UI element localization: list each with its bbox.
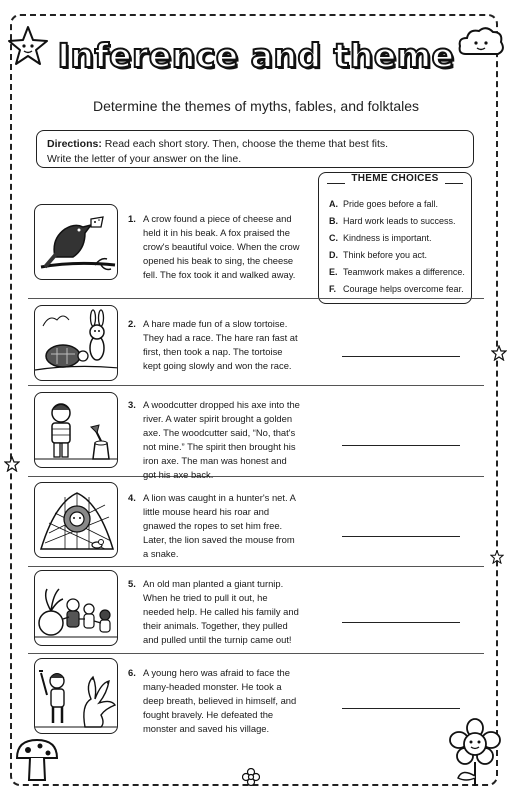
choice-text: Pride goes before a fall. (343, 199, 439, 209)
crow-cheese-picture (34, 204, 118, 280)
story-6 (128, 666, 300, 736)
row-divider (28, 385, 484, 386)
theme-choice (329, 250, 427, 260)
choice-text: Think before you act. (343, 250, 428, 260)
choice-letter: C. (329, 233, 338, 243)
story-text: A lion was caught in a hunter's net. A little mouse heard his roar and gnawed the ropes to set him free. Later, the lion saved the mouse from a snake. (143, 492, 296, 559)
tortoise-hare-picture (34, 305, 118, 381)
directions-line-1: Read each short story. Then, choose the theme that best fits. (104, 138, 389, 150)
story-number: 3. (128, 399, 136, 410)
giant-turnip-picture (34, 570, 118, 646)
star-icon (490, 550, 504, 564)
choice-text: Courage helps overcome fear. (343, 284, 464, 294)
choice-letter: A. (329, 199, 338, 209)
theme-choice (329, 233, 432, 243)
theme-choice (329, 199, 438, 209)
story-3 (128, 398, 300, 482)
woodcutter-picture (34, 392, 118, 468)
theme-choices-box (318, 172, 472, 304)
story-number: 2. (128, 318, 136, 329)
mushroom-icon (14, 736, 60, 784)
small-flower-icon (242, 768, 260, 786)
answer-line[interactable] (342, 445, 460, 446)
story-number: 1. (128, 213, 136, 224)
theme-choice (329, 267, 465, 277)
story-1 (128, 212, 300, 282)
choice-text: Kindness is important. (343, 233, 432, 243)
choice-letter: F. (329, 284, 337, 294)
story-4 (128, 491, 300, 561)
directions-label: Directions: (47, 138, 102, 150)
answer-line[interactable] (342, 356, 460, 357)
story-text: A young hero was afraid to face the many-headed monster. He took a deep breath, believed in himself, and fought bravely. He defeated the monster and saved his village. (143, 667, 297, 734)
flower-icon (446, 718, 504, 788)
directions-box (36, 130, 474, 168)
answer-line[interactable] (342, 622, 460, 623)
theme-choices-title: THEME CHOICES (345, 173, 444, 184)
story-2 (128, 317, 300, 373)
lion-mouse-picture (34, 482, 118, 558)
theme-choice (329, 284, 464, 294)
story-number: 4. (128, 492, 136, 503)
choice-text: Teamwork makes a difference. (343, 267, 465, 277)
story-text: An old man planted a giant turnip. When he tried to pull it out, he needed help. He called his family and their animals. Together, they pulled and pulled until the turnip came out! (143, 578, 299, 645)
choice-letter: E. (329, 267, 338, 277)
theme-choice (329, 216, 456, 226)
star-icon (491, 345, 507, 361)
story-5 (128, 577, 300, 647)
choice-text: Hard work leads to success. (343, 216, 456, 226)
story-number: 6. (128, 667, 136, 678)
directions-line-2: Write the letter of your answer on the line. (47, 153, 242, 165)
choice-letter: B. (329, 216, 338, 226)
hero-monster-picture (34, 658, 118, 734)
page-title: Inference and theme (57, 36, 455, 75)
star-icon (4, 456, 20, 472)
story-text: A crow found a piece of cheese and held it in his beak. A fox praised the crow's beautiful voice. When the crow opened his beak to sing, the cheese fell. The fox took it and walked away. (143, 213, 300, 280)
row-divider (28, 298, 484, 299)
answer-line[interactable] (342, 536, 460, 537)
row-divider (28, 566, 484, 567)
story-text: A woodcutter dropped his axe into the river. A water spirit brought a golden axe. The woodcutter said, “No, that's not mine.” The spirit then brought his iron axe. The man was honest and got his axe back. (143, 399, 300, 480)
story-text: A hare made fun of a slow tortoise. They had a race. The hare ran fast at first, then took a nap. The tortoise kept going slowly and won the race. (143, 318, 298, 371)
row-divider (28, 653, 484, 654)
story-number: 5. (128, 578, 136, 589)
page-subtitle: Determine the themes of myths, fables, and folktales (92, 98, 420, 114)
choice-letter: D. (329, 250, 338, 260)
answer-line[interactable] (342, 708, 460, 709)
